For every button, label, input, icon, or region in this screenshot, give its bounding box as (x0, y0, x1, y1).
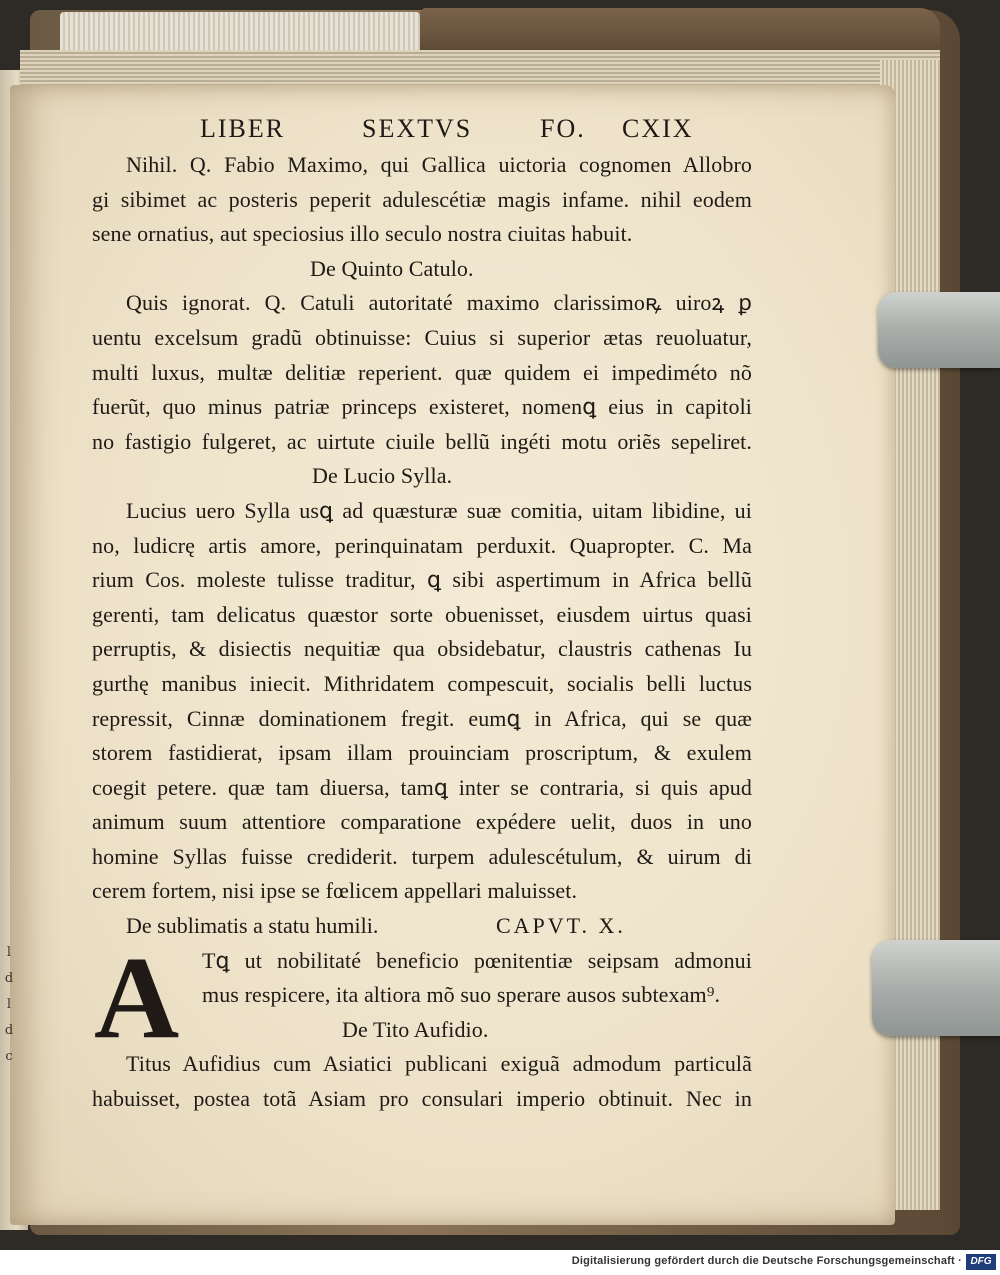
text-line: gerenti, tam delicatus quæstor sorte obuenisset, eiusdem uirtus quasi (92, 601, 752, 627)
chapter-heading (92, 909, 752, 944)
footer-credit: Digitalisierung gefördert durch die Deutsche Forschungsgemeinschaft · (571, 1255, 962, 1267)
section-heading: De Tito Aufidio. (342, 1016, 489, 1042)
running-header (92, 110, 752, 148)
text-line: mus respicere, ita altiora mõ suo sperare ausos subtexam⁹. (202, 982, 721, 1008)
section-heading: De Lucio Sylla. (312, 463, 453, 489)
digitization-footer (0, 1250, 1000, 1275)
chapter-title: De sublimatis a statu humili. (126, 913, 379, 939)
text-line: Quis ignorat. Q. Catuli autoritaté maximo clarissimoꝶ uiroꝝ ꝑ (126, 290, 752, 316)
chapter-opening (92, 931, 752, 1063)
page-stack-edge (20, 50, 940, 90)
text-line: no, ludicrę artis amore, perinquinatam perduxit. Quapropter. C. Ma (92, 532, 752, 558)
text-line: animum suum attentiore comparatione expédere uelit, duos in uno (92, 809, 752, 835)
text-line: multi luxus, multæ delitiæ reperient. quæ quidem ei impediméto nõ (92, 359, 752, 385)
margin-mark: d (4, 1023, 14, 1038)
header-liber: LIBER (200, 114, 286, 143)
text-line: sene ornatius, aut speciosius illo seculo nostra ciuitas habuit. (92, 221, 633, 247)
text-line: no fastigio fulgeret, ac uirtute ciuile bellũ ingéti motu oriẽs sepeliret. (92, 428, 752, 454)
drop-cap-initial: A (94, 931, 180, 1063)
margin-mark: c (5, 1049, 13, 1064)
page-clip (872, 940, 1000, 1036)
text-line: Tꝗ ut nobilitaté beneficio pœnitentiæ seipsam admonui (202, 947, 752, 973)
text-line: perruptis, & disiectis nequitiæ qua obsidebatur, claustris cathenas Iu (92, 636, 752, 662)
margin-mark: l (6, 945, 12, 960)
margin-marks (2, 940, 16, 1070)
text-line: cerem fortem, nisi ipse se fœlicem appellari maluisset. (92, 878, 578, 904)
text-line: homine Syllas fuisse crediderit. turpem adulescétulum, & uirum di (92, 843, 752, 869)
text-line: repressit, Cinnæ dominationem fregit. eumꝗ in Africa, qui se quæ (92, 705, 752, 731)
margin-mark: l (6, 997, 12, 1012)
header-sextus: SEXTVS (362, 114, 473, 143)
text-line: Lucius uero Sylla usꝗ ad quæsturæ suæ comitia, uitam libidine, ui (126, 497, 752, 523)
text-line: gurthę manibus iniecit. Mithridatem compescuit, socialis belli luctus (92, 670, 752, 696)
margin-mark: d (4, 971, 14, 986)
text-line: gi sibimet ac posteris peperit adulescétiæ magis infame. nihil eodem (92, 186, 752, 212)
dfg-logo: DFG (966, 1254, 996, 1270)
text-line: Titus Aufidius cum Asiatici publicani exiguã admodum particulã (126, 1051, 752, 1077)
text-line: habuisset, postea totã Asiam pro consulari imperio obtinuit. Nec in (92, 1086, 752, 1112)
text-line: rium Cos. moleste tulisse traditur, ꝗ sibi aspertimum in Africa bellũ (92, 567, 752, 593)
page-text (92, 110, 752, 1117)
folio-number: CXIX (622, 114, 694, 143)
text-line: uentu excelsum gradũ obtinuisse: Cuius si superior ætas reuoluatur, (92, 324, 752, 350)
header-fo: FO. (540, 114, 586, 143)
chapter-number: CAPVT. X. (496, 913, 626, 939)
text-line: coegit petere. quæ tam diuersa, tamꝗ inter se contraria, si quis apud (92, 774, 752, 800)
page-clip (878, 292, 1000, 368)
text-line: storem fastidierat, ipsam illam prouinciam proscriptum, & exulem (92, 740, 752, 766)
text-line: Nihil. Q. Fabio Maximo, qui Gallica uictoria cognomen Allobro (126, 152, 752, 177)
section-heading: De Quinto Catulo. (310, 255, 474, 281)
text-line: fuerũt, quo minus patriæ princeps existeret, nomenꝗ eius in capitoli (92, 394, 752, 420)
